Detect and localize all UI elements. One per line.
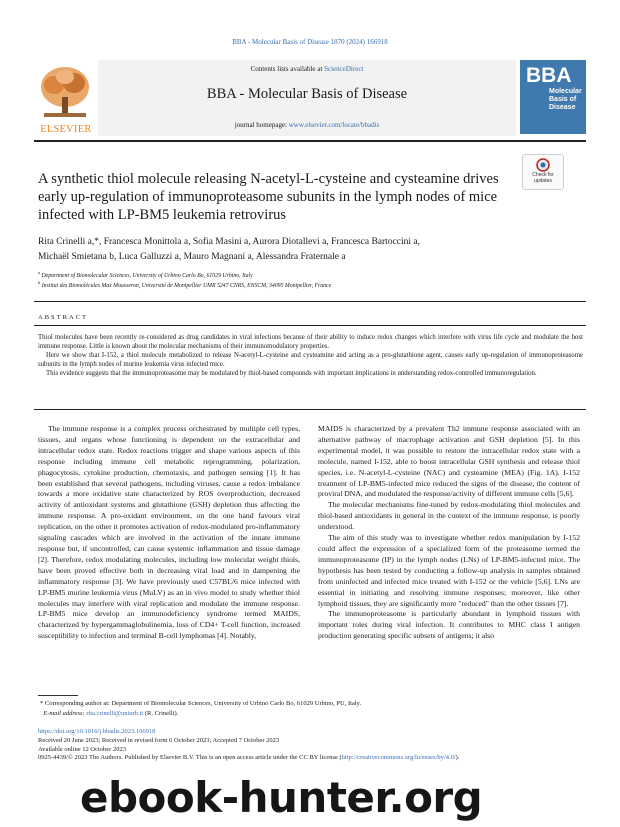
abstract-end-rule: [34, 409, 586, 410]
abstract-rule: [34, 325, 586, 326]
abstract-text: Thiol molecules have been recently re-considered as drug candidates in viral infections because of their ability to induce redox changes which interfere with virus life cycle and modulate the host immune response. Little is known about the molecular mechanisms of their immunomodulatory properties. Here we show that I-152, a thiol molecule metabolized to release N-acetyl-L-cysteine and cysteamine and acting as a pro-glutathione agent, causes early up-regulation of immunoproteasome subunits in the lymph nodes of murine leukemia virus infected mice. This evidence suggests that the immunoproteasome may be modulated by thiol-based compounds with important implications in understanding redox-controlled immunoregulation.: [38, 334, 583, 377]
journal-reference[interactable]: BBA - Molecular Basis of Disease 1870 (2024) 166918: [232, 38, 388, 46]
header-rule: [34, 140, 586, 142]
doi-link[interactable]: https://doi.org/10.1016/j.bbadis.2023.166918: [38, 728, 156, 735]
affiliation-a: $^a$ Department of Biomolecular Sciences, University of Urbino Carlo Bo, 61029 Urbino, Italy: [38, 270, 253, 279]
affil-marker-b: b: [38, 280, 41, 285]
elsevier-tree-icon: [34, 60, 96, 130]
journal-name: BBA - Molecular Basis of Disease: [206, 86, 408, 102]
author-list: [38, 235, 558, 265]
contents-line: Contents lists available at ScienceDirect: [250, 65, 364, 73]
footnote-rule: [38, 695, 78, 696]
check-updates-icon: [536, 158, 550, 172]
publisher-name: ELSEVIER: [40, 124, 92, 135]
abstract-heading: ABSTRACT: [38, 314, 88, 321]
corresponding-footnote: * Corresponding author at: Department of Biomolecular Sciences, University of Urbino Carlo Bo, 61029 Urbino, PU, Italy. E-mail address: rita.crinelli@uniurb.it (R. Crinelli).: [40, 700, 362, 717]
cover-abbrev: BBA: [526, 64, 572, 87]
watermark: ebook-hunter.org: [80, 773, 483, 822]
affiliation-rule: [34, 301, 586, 302]
affiliation-b: $^b$ Institut des Biomolécules Max Mousseron, Université de Montpellier UMR 5247 CNRS, ENSCM, 34095 Montpellier, France: [38, 280, 332, 289]
homepage-link[interactable]: www.elsevier.com/locate/bbadis: [288, 121, 380, 129]
sciencedirect-link[interactable]: ScienceDirect: [324, 65, 364, 73]
publication-info: https://doi.org/10.1016/j.bbadis.2023.166918 Received 20 June 2023; Received in revised form 6 October 2023; Accepted 7 October 2023 Available online 12 October 2023 0925-4439/© 2023 The Authors. Published by Elsevier B.V. This is an open access article under the CC BY license (http://creativecommons.org/licenses/by/4.0/).: [38, 728, 460, 762]
body-right-column: MAIDS is characterized by a prevalent Th2 immune response associated with an alternative pathway of macrophage activation and GSH depletion [5]. In this experimental model, it was possible to restore the intracellular redox state with a molecule, named I-152, able to boost intracellular GSH synthesis and release thiol species, i.e. N-acetyl-L-cysteine (NAC) and cysteamine (MEA) (Fig. 1A). I-152 treatment of LP-BM5-infected mice reduced the signs of the disease, the content of proviral DNA, and modulated the response/activity of different immune cells [5,6]. The molecular mechanisms fine-tuned by redox-modulating thiol molecules and thiol-based antioxidants in general in the context of the immune response, is poorly understood. The aim of this study was to investigate whether redox manipulation by I-152 could affect the expression of a specialized form of the proteasome termed the immunoproteasome (IP) in the lymph nodes (LNs) of LP-BM5-infected mice. The hypothesis has been tested by conducting a follow-up analysis in samples obtained from uninfected and infected mice treated with I-152 or the vehicle [5,6]. LNs are essential in initiating and resolving immune responses; moreover, like other lymphoid tissues, they are significantly more "reduced" than the other tissues [7]. The immunoproteasome is particularly abundant in lymphoid tissues with important roles during viral infection. It contributes to MHC class I antigen production generating specific subsets of antigens; it also: [318, 424, 580, 641]
author-line-1[interactable]: Rita Crinelli a,*, Francesca Monittola a, Sofia Masini a, Aurora Diotallevi a, Francesca Bartoccini a,: [38, 237, 420, 247]
check-updates-label: Check for updates: [532, 172, 554, 184]
article-title: A synthetic thiol molecule releasing N-acetyl-L-cysteine and cysteamine drives early up-regulation of immunoproteasome subunits in the lymph nodes of mice infected with LP-BM5 leukemia retrovirus: [38, 171, 499, 223]
email-link[interactable]: rita.crinelli@uniurb.it: [86, 709, 144, 717]
journal-homepage: journal homepage: www.elsevier.com/locate/bbadis: [234, 121, 380, 129]
body-left-column: The immune response is a complex process orchestrated by multiple cell types, tissues, and organs whose functioning is dependent on the extracellular and intracellular redox state. Redox reactions trigger and shape various aspects of this response including immune cell metabolic reprogramming, polarization, phagocytosis, cytokine production, chemotaxis, and pathogen sensing [1]. It has been established that several pathogens, including viruses, cause a redox imbalance towards a more oxidative state characterized by ROS overproduction, decreased activity of antioxidant systems and glutathione (GSH) depletion thus affecting the immune response. A pro-oxidant environment, on the one hand favours viral replication, on the other it promotes activation of redox-modulated pro-inflammatory signaling cascades which are involved in the activation of the innate immune response but, if uncontrolled, can cause systemic inflammation and tissue damage [2]. Therefore, redox modulating molecules, including low molecular weight thiols, have been proved effective both in decreasing viral load and in dampening the inflammatory response [3]. We have previously used C57BL/6 mice infected with LP-BM5 murine leukemia virus (MuLV) as an in vivo model to study whether thiol molecules may interfere with viral replication and modulate the immune response. LP-BM5 mice develop an immunodeficiency syndrome termed MAIDS, characterized by hypergammaglobulinemia, loss of CD4+ T-cell function, increased susceptibility to infection and terminal B-cell lymphomas [4]. Notably,: [38, 424, 300, 641]
author-line-2[interactable]: Michaël Smietana b, Luca Galluzzi a, Mauro Magnani a, Alessandra Fraternale a: [38, 252, 346, 262]
cover-subtitle: Molecular Basis of Disease: [549, 88, 582, 111]
license-link[interactable]: http://creativecommons.org/licenses/by/4.0/: [341, 754, 456, 762]
affil-marker-a: a: [38, 270, 40, 275]
check-updates-badge[interactable]: [522, 154, 564, 190]
